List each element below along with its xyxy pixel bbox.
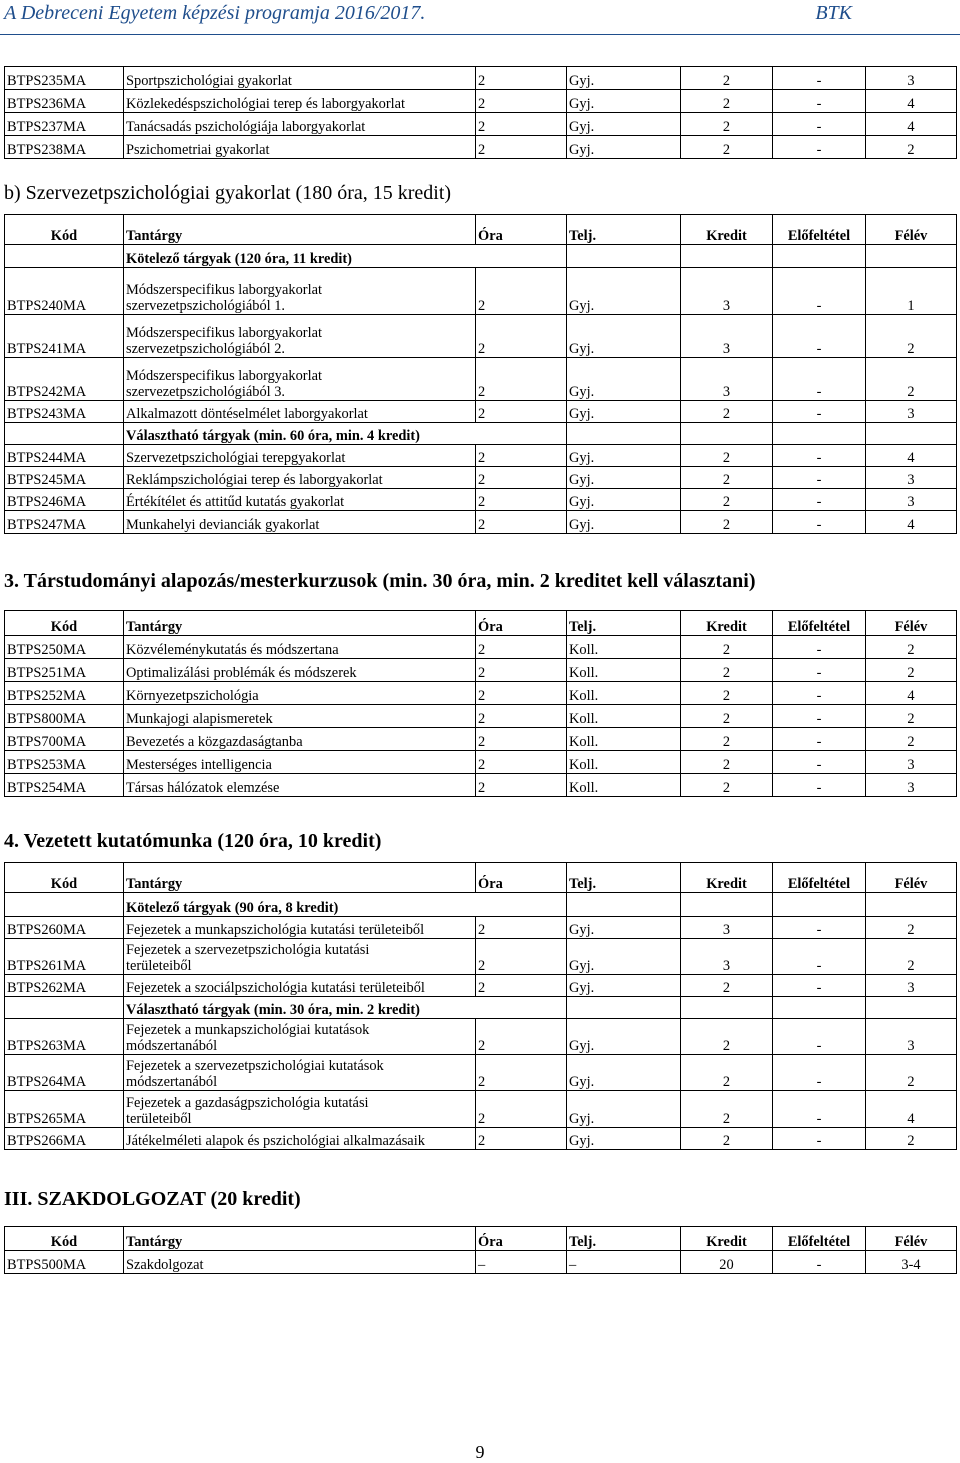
course-table-b — [4, 214, 957, 534]
course-hours: 2 — [476, 315, 567, 358]
course-hours: 2 — [476, 358, 567, 401]
column-header-code: Kód — [5, 611, 124, 636]
course-assessment: Gyj. — [567, 136, 681, 159]
column-header-subject: Tantárgy — [124, 611, 476, 636]
course-code: BTPS246MA — [5, 489, 124, 511]
course-prerequisite: - — [773, 728, 866, 751]
course-assessment: Gyj. — [567, 1019, 681, 1055]
course-assessment: Gyj. — [567, 939, 681, 975]
course-credit: 2 — [681, 659, 773, 682]
course-semester: 2 — [866, 705, 957, 728]
course-hours: 2 — [476, 445, 567, 467]
column-header-prerequisite: Előfeltétel — [773, 863, 866, 893]
group-label: Kötelező tárgyak (120 óra, 11 kredit) — [124, 245, 567, 268]
column-header-hours: Óra — [476, 215, 567, 245]
course-semester: 2 — [866, 358, 957, 401]
course-assessment: Gyj. — [567, 975, 681, 997]
group-row — [5, 423, 957, 445]
section-b-title: b) Szervezetpszichológiai gyakorlat (180 óra, 15 kredit) — [4, 182, 452, 204]
course-semester: 4 — [866, 511, 957, 534]
course-hours: – — [476, 1251, 567, 1274]
course-title: Szervezetpszichológiai terepgyakorlat — [124, 445, 476, 467]
course-credit: 2 — [681, 728, 773, 751]
course-semester: 3 — [866, 489, 957, 511]
course-credit: 2 — [681, 774, 773, 797]
course-semester: 3 — [866, 1019, 957, 1055]
course-hours: 2 — [476, 917, 567, 939]
course-assessment: Koll. — [567, 636, 681, 659]
course-assessment: Gyj. — [567, 1128, 681, 1150]
column-header-credit: Kredit — [681, 863, 773, 893]
course-title — [124, 939, 476, 975]
table-row — [5, 774, 957, 797]
course-title-line: Fejezetek a szervezetpszichológia kutatási — [126, 942, 370, 958]
group-row — [5, 245, 957, 268]
course-hours: 2 — [476, 1091, 567, 1128]
course-title: Játékelméleti alapok és pszichológiai alkalmazásaik — [124, 1128, 476, 1150]
course-assessment: Gyj. — [567, 511, 681, 534]
course-prerequisite: - — [773, 636, 866, 659]
course-semester: 4 — [866, 113, 957, 136]
course-credit: 2 — [681, 489, 773, 511]
header-rule — [0, 34, 960, 35]
column-header-assessment: Telj. — [567, 611, 681, 636]
course-assessment: Koll. — [567, 751, 681, 774]
course-credit: 2 — [681, 682, 773, 705]
course-semester: 4 — [866, 90, 957, 113]
course-title-line: területeiből — [126, 958, 192, 974]
column-header-assessment: Telj. — [567, 863, 681, 893]
course-title-line: szervezetpszichológiából 1. — [126, 298, 286, 314]
table-row — [5, 659, 957, 682]
course-prerequisite: - — [773, 705, 866, 728]
course-code: BTPS700MA — [5, 728, 124, 751]
column-header-credit: Kredit — [681, 611, 773, 636]
course-credit: 2 — [681, 1055, 773, 1091]
table-row — [5, 1128, 957, 1150]
table-header-row — [5, 215, 957, 245]
course-credit: 2 — [681, 636, 773, 659]
group-label: Választható tárgyak (min. 60 óra, min. 4 kredit) — [124, 423, 567, 445]
course-assessment: Gyj. — [567, 268, 681, 315]
column-header-subject: Tantárgy — [124, 863, 476, 893]
course-assessment: Gyj. — [567, 113, 681, 136]
course-code: BTPS236MA — [5, 90, 124, 113]
column-header-semester: Félév — [866, 863, 957, 893]
course-code: BTPS241MA — [5, 315, 124, 358]
table-row — [5, 467, 957, 489]
course-prerequisite: - — [773, 113, 866, 136]
course-title — [124, 1091, 476, 1128]
column-header-credit: Kredit — [681, 215, 773, 245]
course-title-line: Módszerspecifikus laborgyakorlat — [126, 282, 322, 298]
course-semester: 2 — [866, 136, 957, 159]
table-row — [5, 728, 957, 751]
course-hours: 2 — [476, 401, 567, 423]
course-prerequisite: - — [773, 917, 866, 939]
column-header-prerequisite: Előfeltétel — [773, 611, 866, 636]
course-semester: 3 — [866, 751, 957, 774]
course-code: BTPS250MA — [5, 636, 124, 659]
course-credit: 2 — [681, 1128, 773, 1150]
course-semester: 3 — [866, 774, 957, 797]
course-prerequisite: - — [773, 774, 866, 797]
course-assessment: Gyj. — [567, 358, 681, 401]
course-code: BTPS261MA — [5, 939, 124, 975]
course-prerequisite: - — [773, 489, 866, 511]
course-title: Társas hálózatok elemzése — [124, 774, 476, 797]
course-code: BTPS243MA — [5, 401, 124, 423]
table-row — [5, 636, 957, 659]
course-hours: 2 — [476, 489, 567, 511]
table-row — [5, 1055, 957, 1091]
table-row — [5, 939, 957, 975]
course-title: Közvéleménykutatás és módszertana — [124, 636, 476, 659]
course-code: BTPS251MA — [5, 659, 124, 682]
table-row — [5, 136, 957, 159]
course-prerequisite: - — [773, 511, 866, 534]
course-title: Reklámpszichológiai terep és laborgyakorlat — [124, 467, 476, 489]
header-faculty: BTK — [815, 2, 852, 24]
course-title: Sportpszichológiai gyakorlat — [124, 67, 476, 90]
table-header-row — [5, 863, 957, 893]
course-assessment: Koll. — [567, 705, 681, 728]
course-code: BTPS265MA — [5, 1091, 124, 1128]
course-credit: 2 — [681, 90, 773, 113]
table-row — [5, 1019, 957, 1055]
course-code: BTPS254MA — [5, 774, 124, 797]
course-code: BTPS262MA — [5, 975, 124, 997]
course-title: Bevezetés a közgazdaságtanba — [124, 728, 476, 751]
header-title: A Debreceni Egyetem képzési programja 2016/2017. — [4, 2, 426, 24]
group-label: Kötelező tárgyak (90 óra, 8 kredit) — [124, 893, 567, 917]
course-semester: 3 — [866, 467, 957, 489]
column-header-subject: Tantárgy — [124, 1227, 476, 1251]
course-title-line: Fejezetek a munkapszichológiai kutatások — [126, 1022, 370, 1038]
course-prerequisite: - — [773, 939, 866, 975]
course-code: BTPS500MA — [5, 1251, 124, 1274]
section-3-title: 3. Társtudományi alapozás/mesterkurzusok (min. 30 óra, min. 2 kreditet kell választani) — [4, 570, 756, 592]
course-prerequisite: - — [773, 1055, 866, 1091]
course-title: Munkajogi alapismeretek — [124, 705, 476, 728]
table-row — [5, 489, 957, 511]
course-semester: 4 — [866, 682, 957, 705]
course-prerequisite: - — [773, 268, 866, 315]
course-code: BTPS266MA — [5, 1128, 124, 1150]
course-table-3 — [4, 610, 957, 797]
course-hours: 2 — [476, 682, 567, 705]
column-header-assessment: Telj. — [567, 215, 681, 245]
course-credit: 2 — [681, 511, 773, 534]
course-semester: 2 — [866, 939, 957, 975]
table-row — [5, 682, 957, 705]
course-code: BTPS242MA — [5, 358, 124, 401]
column-header-semester: Félév — [866, 1227, 957, 1251]
course-assessment: Gyj. — [567, 90, 681, 113]
course-title: Munkahelyi devianciák gyakorlat — [124, 511, 476, 534]
course-semester: 2 — [866, 728, 957, 751]
table-row — [5, 917, 957, 939]
course-assessment: Gyj. — [567, 467, 681, 489]
course-assessment: Koll. — [567, 774, 681, 797]
group-row — [5, 893, 957, 917]
course-prerequisite: - — [773, 1128, 866, 1150]
course-prerequisite: - — [773, 1091, 866, 1128]
course-title-line: területeiből — [126, 1111, 192, 1127]
course-semester: 2 — [866, 917, 957, 939]
table-row — [5, 511, 957, 534]
course-credit: 2 — [681, 401, 773, 423]
course-hours: 2 — [476, 1019, 567, 1055]
course-prerequisite: - — [773, 682, 866, 705]
course-title-line: Módszerspecifikus laborgyakorlat — [126, 325, 322, 341]
course-hours: 2 — [476, 659, 567, 682]
course-hours: 2 — [476, 268, 567, 315]
course-title — [124, 1019, 476, 1055]
course-hours: 2 — [476, 113, 567, 136]
course-title: Fejezetek a szociálpszichológia kutatási területeiből — [124, 975, 476, 997]
course-title-line: Fejezetek a szervezetpszichológiai kutatások — [126, 1058, 384, 1074]
course-hours: 2 — [476, 67, 567, 90]
course-semester: 2 — [866, 636, 957, 659]
column-header-code: Kód — [5, 863, 124, 893]
course-title: Fejezetek a munkapszichológia kutatási területeiből — [124, 917, 476, 939]
course-title: Környezetpszichológia — [124, 682, 476, 705]
course-title: Szakdolgozat — [124, 1251, 476, 1274]
column-header-code: Kód — [5, 1227, 124, 1251]
course-semester: 2 — [866, 1128, 957, 1150]
table-row — [5, 705, 957, 728]
course-code: BTPS253MA — [5, 751, 124, 774]
table-row — [5, 1091, 957, 1128]
course-code: BTPS237MA — [5, 113, 124, 136]
course-code: BTPS235MA — [5, 67, 124, 90]
course-credit: 2 — [681, 67, 773, 90]
column-header-code: Kód — [5, 215, 124, 245]
course-credit: 2 — [681, 467, 773, 489]
course-credit: 2 — [681, 975, 773, 997]
course-semester: 4 — [866, 1091, 957, 1128]
table-row — [5, 90, 957, 113]
course-assessment: Gyj. — [567, 401, 681, 423]
course-title-line: módszertanából — [126, 1038, 218, 1054]
course-credit: 2 — [681, 136, 773, 159]
course-prerequisite: - — [773, 751, 866, 774]
course-prerequisite: - — [773, 90, 866, 113]
course-title: Optimalizálási problémák és módszerek — [124, 659, 476, 682]
column-header-hours: Óra — [476, 863, 567, 893]
course-semester: 2 — [866, 1055, 957, 1091]
column-header-hours: Óra — [476, 1227, 567, 1251]
course-title — [124, 1055, 476, 1091]
course-code: BTPS247MA — [5, 511, 124, 534]
course-prerequisite: - — [773, 358, 866, 401]
course-code: BTPS252MA — [5, 682, 124, 705]
course-title — [124, 358, 476, 401]
course-hours: 2 — [476, 774, 567, 797]
group-label: Választható tárgyak (min. 30 óra, min. 2 kredit) — [124, 997, 567, 1019]
course-credit: 2 — [681, 1091, 773, 1128]
course-credit: 20 — [681, 1251, 773, 1274]
course-table-1 — [4, 66, 957, 159]
column-header-credit: Kredit — [681, 1227, 773, 1251]
course-semester: 3 — [866, 975, 957, 997]
course-semester: 3-4 — [866, 1251, 957, 1274]
course-prerequisite: - — [773, 445, 866, 467]
course-semester: 1 — [866, 268, 957, 315]
column-header-prerequisite: Előfeltétel — [773, 215, 866, 245]
course-credit: 3 — [681, 315, 773, 358]
course-credit: 2 — [681, 1019, 773, 1055]
section-iii-title: III. SZAKDOLGOZAT (20 kredit) — [4, 1188, 301, 1210]
course-prerequisite: - — [773, 975, 866, 997]
course-prerequisite: - — [773, 67, 866, 90]
column-header-prerequisite: Előfeltétel — [773, 1227, 866, 1251]
course-credit: 2 — [681, 445, 773, 467]
course-table-4 — [4, 862, 957, 1150]
course-title: Mesterséges intelligencia — [124, 751, 476, 774]
course-title: Értékítélet és attitűd kutatás gyakorlat — [124, 489, 476, 511]
table-row — [5, 113, 957, 136]
course-assessment: Koll. — [567, 682, 681, 705]
course-assessment: Gyj. — [567, 315, 681, 358]
course-hours: 2 — [476, 1128, 567, 1150]
course-semester: 4 — [866, 445, 957, 467]
column-header-semester: Félév — [866, 611, 957, 636]
course-prerequisite: - — [773, 136, 866, 159]
course-hours: 2 — [476, 975, 567, 997]
course-prerequisite: - — [773, 467, 866, 489]
course-semester: 2 — [866, 315, 957, 358]
table-row — [5, 67, 957, 90]
course-hours: 2 — [476, 467, 567, 489]
page-number: 9 — [475, 1442, 485, 1462]
course-hours: 2 — [476, 939, 567, 975]
course-prerequisite: - — [773, 315, 866, 358]
course-credit: 2 — [681, 705, 773, 728]
course-assessment: – — [567, 1251, 681, 1274]
column-header-subject: Tantárgy — [124, 215, 476, 245]
course-title: Alkalmazott döntéselmélet laborgyakorlat — [124, 401, 476, 423]
table-row — [5, 975, 957, 997]
column-header-semester: Félév — [866, 215, 957, 245]
course-code: BTPS240MA — [5, 268, 124, 315]
course-hours: 2 — [476, 728, 567, 751]
course-hours: 2 — [476, 1055, 567, 1091]
course-table-thesis — [4, 1226, 957, 1274]
table-row — [5, 751, 957, 774]
course-prerequisite: - — [773, 659, 866, 682]
course-credit: 3 — [681, 358, 773, 401]
course-assessment: Gyj. — [567, 67, 681, 90]
table-row — [5, 358, 957, 401]
table-header-row — [5, 611, 957, 636]
course-title-line: Módszerspecifikus laborgyakorlat — [126, 368, 322, 384]
course-title-line: szervezetpszichológiából 2. — [126, 341, 286, 357]
table-row — [5, 401, 957, 423]
page-header — [0, 0, 960, 44]
course-prerequisite: - — [773, 401, 866, 423]
course-assessment: Gyj. — [567, 489, 681, 511]
course-title-line: szervezetpszichológiából 3. — [126, 384, 286, 400]
course-credit: 2 — [681, 751, 773, 774]
course-title-line: módszertanából — [126, 1074, 218, 1090]
course-hours: 2 — [476, 751, 567, 774]
course-assessment: Gyj. — [567, 1091, 681, 1128]
course-title — [124, 315, 476, 358]
course-credit: 2 — [681, 113, 773, 136]
table-header-row — [5, 1227, 957, 1251]
course-hours: 2 — [476, 636, 567, 659]
section-4-title: 4. Vezetett kutatómunka (120 óra, 10 kredit) — [4, 830, 382, 852]
course-code: BTPS238MA — [5, 136, 124, 159]
course-code: BTPS260MA — [5, 917, 124, 939]
course-semester: 3 — [866, 67, 957, 90]
course-hours: 2 — [476, 136, 567, 159]
course-title: Közlekedéspszichológiai terep és laborgyakorlat — [124, 90, 476, 113]
course-assessment: Gyj. — [567, 445, 681, 467]
course-code: BTPS245MA — [5, 467, 124, 489]
course-title — [124, 268, 476, 315]
column-header-hours: Óra — [476, 611, 567, 636]
table-row — [5, 445, 957, 467]
course-hours: 2 — [476, 90, 567, 113]
course-hours: 2 — [476, 705, 567, 728]
course-title-line: Fejezetek a gazdaságpszichológia kutatási — [126, 1095, 369, 1111]
course-assessment: Koll. — [567, 659, 681, 682]
course-code: BTPS264MA — [5, 1055, 124, 1091]
course-prerequisite: - — [773, 1019, 866, 1055]
course-credit: 3 — [681, 268, 773, 315]
course-hours: 2 — [476, 511, 567, 534]
course-assessment: Gyj. — [567, 917, 681, 939]
course-prerequisite: - — [773, 1251, 866, 1274]
course-credit: 3 — [681, 917, 773, 939]
course-semester: 3 — [866, 401, 957, 423]
course-semester: 2 — [866, 659, 957, 682]
course-assessment: Koll. — [567, 728, 681, 751]
table-row — [5, 268, 957, 315]
table-row — [5, 315, 957, 358]
table-row — [5, 1251, 957, 1274]
column-header-assessment: Telj. — [567, 1227, 681, 1251]
group-row — [5, 997, 957, 1019]
course-credit: 3 — [681, 939, 773, 975]
course-code: BTPS263MA — [5, 1019, 124, 1055]
course-code: BTPS244MA — [5, 445, 124, 467]
course-code: BTPS800MA — [5, 705, 124, 728]
course-assessment: Gyj. — [567, 1055, 681, 1091]
course-title: Tanácsadás pszichológiája laborgyakorlat — [124, 113, 476, 136]
course-title: Pszichometriai gyakorlat — [124, 136, 476, 159]
